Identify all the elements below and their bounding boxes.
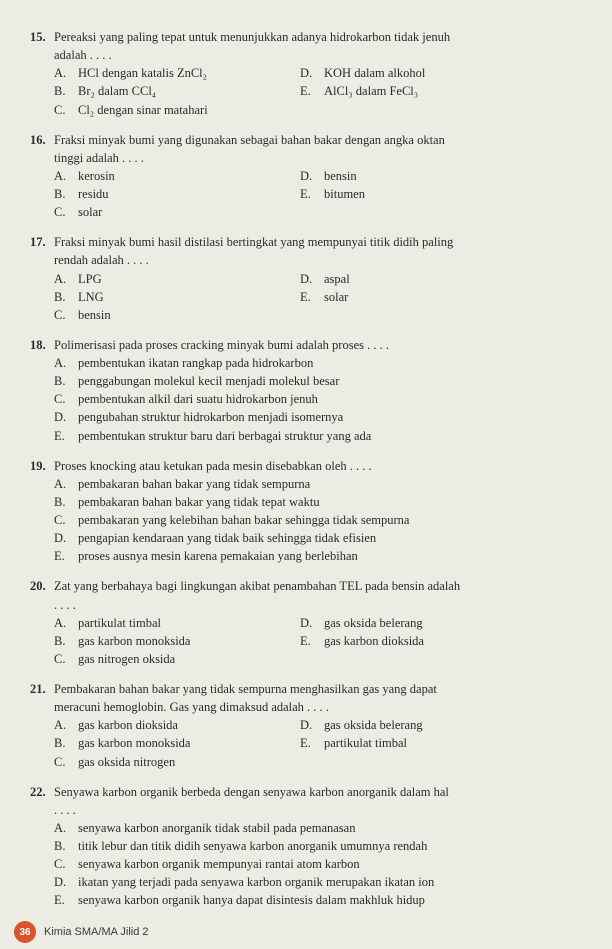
answer-option (300, 753, 588, 771)
question-head (30, 336, 588, 354)
option-letter: E. (300, 289, 311, 304)
option-text: pembentukan ikatan rangkap pada hidrokarbon (78, 356, 314, 370)
option-text: partikulat timbal (324, 736, 407, 751)
option-letter: D. (54, 531, 67, 546)
option-letter: A. (54, 168, 67, 183)
option-letter: D. (54, 410, 67, 425)
option-letter: A. (54, 615, 67, 630)
question-head (30, 233, 588, 251)
answer-option (54, 427, 588, 445)
question-17 (30, 233, 588, 324)
question-number: 15. (30, 30, 46, 44)
option-text: gas oksida belerang (324, 615, 423, 630)
option-letter: A. (54, 718, 67, 733)
option-text: gas karbon monoksida (78, 736, 191, 751)
option-letter: C. (54, 102, 66, 117)
option-text: titik lebur dan titik didih senyawa karbon anorganik umumnya rendah (78, 839, 428, 853)
book-title: Kimia SMA/MA Jilid 2 (44, 926, 149, 938)
option-letter (300, 101, 318, 119)
option-text: solar (78, 205, 103, 220)
option-text: senyawa karbon organik mempunyai rantai atom karbon (78, 857, 360, 872)
answer-option (54, 390, 588, 408)
answer-option (54, 855, 588, 873)
question-head (30, 457, 588, 475)
answer-option (300, 185, 588, 203)
option-text: pembakaran bahan bakar yang tidak tepat waktu (78, 494, 320, 509)
answer-options (30, 270, 588, 324)
answer-options (30, 354, 588, 445)
option-text: gas oksida belerang (324, 718, 423, 733)
option-letter: D. (300, 718, 313, 733)
option-letter: E. (54, 893, 65, 908)
question-number: 19. (30, 458, 46, 473)
question-21 (30, 680, 588, 771)
answer-option (300, 632, 588, 650)
option-text: gas nitrogen oksida (78, 651, 176, 666)
answer-option (54, 716, 294, 734)
answer-options (30, 475, 588, 566)
option-letter (300, 650, 318, 668)
question-number: 22. (30, 784, 46, 799)
answer-option (54, 167, 294, 185)
option-text: residu (78, 187, 109, 201)
option-letter: E. (300, 187, 311, 201)
option-text: bensin (78, 307, 111, 322)
answer-option (54, 185, 294, 203)
option-letter: B. (54, 84, 66, 99)
option-text: Cl₂ dengan sinar matahari (78, 102, 208, 117)
option-letter: B. (54, 736, 66, 751)
option-text: pengubahan struktur hidrokarbon menjadi isomernya (78, 410, 344, 425)
answer-option (54, 837, 588, 855)
question-text: Pembakaran bahan bakar yang tidak sempurna menghasilkan gas yang dapat (54, 682, 437, 696)
answer-option (300, 306, 588, 324)
answer-option (54, 511, 588, 529)
answer-option (300, 614, 588, 632)
option-letter: B. (54, 374, 66, 389)
option-text: gas oksida nitrogen (78, 754, 176, 769)
question-number: 21. (30, 682, 46, 696)
option-text: partikulat timbal (78, 615, 161, 630)
answer-options (30, 64, 588, 118)
option-letter: E. (300, 84, 311, 99)
question-number: 18. (30, 337, 46, 352)
option-letter: D. (54, 875, 67, 890)
option-text: solar (324, 289, 349, 304)
option-text: LPG (78, 271, 102, 286)
option-text: KOH dalam alkohol (324, 66, 426, 81)
answer-option (300, 288, 588, 306)
answer-option (54, 408, 588, 426)
answer-option (54, 64, 294, 82)
question-head (30, 28, 588, 46)
option-text: AlCl₃ dalam FeCl₃ (324, 84, 419, 99)
question-text: Pereaksi yang paling tepat untuk menunjukkan adanya hidrokarbon tidak jenuh (54, 30, 451, 44)
option-letter: D. (300, 271, 313, 286)
option-letter: C. (54, 205, 66, 220)
option-letter: E. (54, 428, 65, 443)
question-text-continued: rendah adalah . . . . (54, 253, 149, 268)
option-text: bitumen (324, 187, 365, 201)
option-letter: B. (54, 839, 66, 853)
question-text: Fraksi minyak bumi yang digunakan sebagai bahan bakar dengan angka oktan (54, 132, 445, 147)
answer-options (30, 614, 588, 668)
answer-options (30, 167, 588, 221)
answer-option (300, 716, 588, 734)
option-text: Br₂ dalam CCl₄ (78, 84, 157, 99)
option-text: kerosin (78, 168, 115, 183)
question-head (30, 680, 588, 698)
question-text: Senyawa karbon organik berbeda dengan senyawa karbon anorganik dalam hal (54, 784, 449, 799)
answer-option (54, 306, 294, 324)
question-number: 17. (30, 235, 46, 250)
question-20 (30, 577, 588, 668)
option-letter: C. (54, 651, 66, 666)
option-text: pembentukan struktur baru dari berbagai struktur yang ada (78, 428, 372, 443)
option-text: pembakaran bahan bakar yang tidak sempurna (78, 476, 311, 491)
option-text: aspal (324, 271, 350, 286)
answer-options (30, 716, 588, 770)
option-text: pembakaran yang kelebihan bahan bakar sehingga tidak sempurna (78, 513, 410, 527)
question-text: Proses knocking atau ketukan pada mesin disebabkan oleh . . . . (54, 458, 372, 473)
answer-option (300, 650, 588, 668)
question-list (30, 28, 588, 910)
question-text: Fraksi minyak bumi hasil distilasi bertingkat yang mempunyai titik didih paling (54, 235, 454, 250)
page-footer (14, 921, 149, 943)
option-letter: D. (300, 615, 313, 630)
option-letter: A. (54, 66, 67, 81)
question-16 (30, 131, 588, 222)
page-number-badge: 36 (14, 921, 36, 943)
question-19 (30, 457, 588, 566)
question-text-continued: . . . . (54, 597, 76, 612)
option-letter: B. (54, 289, 66, 304)
option-letter: A. (54, 271, 67, 286)
question-text: Zat yang berbahaya bagi lingkungan akibat penambahan TEL pada bensin adalah (54, 579, 461, 594)
option-text: gas karbon dioksida (324, 633, 424, 648)
option-letter: B. (54, 494, 66, 509)
answer-option (54, 547, 588, 565)
question-18 (30, 336, 588, 445)
option-text: ikatan yang terjadi pada senyawa karbon organik merupakan ikatan ion (78, 875, 435, 890)
question-head (30, 577, 588, 595)
answer-option (54, 891, 588, 909)
question-head (30, 783, 588, 801)
option-letter: A. (54, 356, 67, 370)
question-text-continued: adalah . . . . (54, 48, 112, 63)
question-text-continued: . . . . (54, 802, 76, 817)
answer-option (54, 354, 588, 372)
option-letter: B. (54, 187, 66, 201)
question-text-continued: meracuni hemoglobin. Gas yang dimaksud adalah . . . . (54, 700, 329, 715)
answer-option (54, 493, 588, 511)
option-letter: C. (54, 754, 66, 769)
answer-option (54, 614, 294, 632)
question-15 (30, 28, 588, 119)
answer-option (54, 819, 588, 837)
option-text: gas karbon monoksida (78, 633, 191, 648)
option-letter: B. (54, 633, 66, 648)
option-text: penggabungan molekul kecil menjadi molekul besar (78, 374, 340, 389)
option-text: pengapian kendaraan yang tidak baik sehingga tidak efisien (78, 531, 377, 546)
answer-option (300, 101, 588, 119)
question-number: 16. (30, 132, 46, 147)
question-text: Polimerisasi pada proses cracking minyak bumi adalah proses . . . . (54, 337, 389, 352)
option-letter: A. (54, 476, 67, 491)
option-text: gas karbon dioksida (78, 718, 178, 733)
option-letter: D. (300, 66, 313, 81)
question-number: 20. (30, 579, 46, 594)
option-letter: C. (54, 513, 66, 527)
answer-option (300, 82, 588, 100)
option-text: senyawa karbon anorganik tidak stabil pada pemanasan (78, 820, 356, 835)
option-text: senyawa karbon organik hanya dapat disintesis dalam makhluk hidup (78, 893, 425, 908)
answer-option (54, 82, 294, 100)
option-letter (300, 306, 318, 324)
option-text: bensin (324, 168, 357, 183)
option-text: HCl dengan katalis ZnCl₂ (78, 66, 207, 81)
option-letter (300, 203, 318, 221)
answer-option (54, 101, 294, 119)
question-head (30, 131, 588, 149)
answer-option (300, 734, 588, 752)
option-letter (300, 753, 318, 771)
answer-option (54, 753, 294, 771)
answer-option (54, 650, 294, 668)
answer-option (300, 167, 588, 185)
answer-option (54, 734, 294, 752)
option-letter: D. (300, 168, 313, 183)
answer-option (54, 873, 588, 891)
option-text: proses ausnya mesin karena pemakaian yang berlebihan (78, 549, 358, 564)
question-text-continued: tinggi adalah . . . . (54, 150, 144, 165)
answer-option (54, 372, 588, 390)
answer-option (54, 632, 294, 650)
answer-option (54, 475, 588, 493)
question-22 (30, 783, 588, 910)
answer-option (54, 529, 588, 547)
option-text: LNG (78, 289, 104, 304)
option-letter: C. (54, 392, 66, 407)
option-letter: E. (54, 549, 65, 564)
answer-option (300, 270, 588, 288)
option-letter: E. (300, 633, 311, 648)
answer-option (300, 203, 588, 221)
answer-option (54, 288, 294, 306)
answer-options (30, 819, 588, 910)
option-letter: E. (300, 736, 311, 751)
option-letter: A. (54, 820, 67, 835)
answer-option (54, 270, 294, 288)
answer-option (300, 64, 588, 82)
option-letter: C. (54, 857, 66, 872)
option-text: pembentukan alkil dari suatu hidrokarbon jenuh (78, 392, 318, 407)
option-letter: C. (54, 307, 66, 322)
answer-option (54, 203, 294, 221)
